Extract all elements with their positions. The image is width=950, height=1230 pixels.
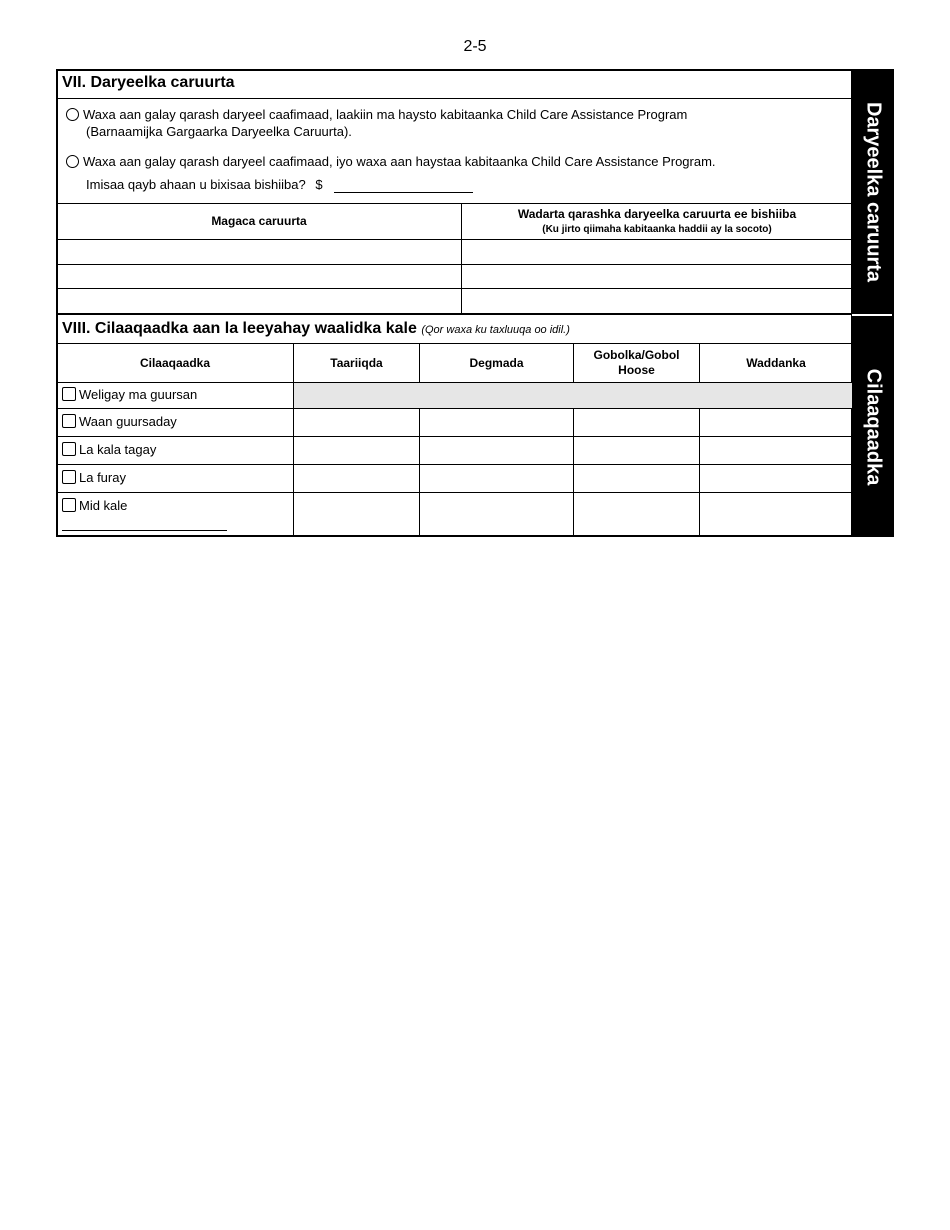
row-separated[interactable] xyxy=(62,442,156,457)
currency-sign: $ xyxy=(315,177,323,192)
child-name-cell[interactable] xyxy=(57,240,461,264)
column-monthly-cost-label: Wadarta qarashka daryeelka caruurta ee bishiiba xyxy=(517,206,797,221)
option-with-subsidy[interactable] xyxy=(66,154,716,169)
section8-subtitle: (Qor waxa ku taxluuqa oo idil.) xyxy=(421,324,570,336)
divider xyxy=(57,492,852,493)
column-child-name xyxy=(57,204,461,239)
column-city-label: Degmada xyxy=(469,355,524,370)
page-number: 2-5 xyxy=(463,38,487,55)
option-with-subsidy-text: Waxa aan galay qarash daryeel caafimaad, iyo waxa aan haystaa kabitaanka Child Care Assistance Program. xyxy=(83,154,716,169)
column-monthly-cost xyxy=(462,204,852,239)
column-child-name-label: Magaca caruurta xyxy=(211,214,307,228)
column-country-label: Waddanka xyxy=(746,355,806,370)
option-no-subsidy-text-2: (Barnaamijka Gargaarka Daryeelka Caruurta). xyxy=(86,124,352,139)
radio-no-subsidy[interactable] xyxy=(66,108,79,121)
section8-title xyxy=(62,320,570,338)
monthly-amount-question xyxy=(86,177,323,192)
column-divider xyxy=(573,408,574,536)
side-tab-child-care xyxy=(852,69,894,314)
row-never-married-label: Weligay ma guursan xyxy=(79,387,198,402)
column-divider xyxy=(419,408,420,536)
column-date xyxy=(294,344,419,382)
row-never-married[interactable] xyxy=(62,387,197,402)
section7-title: VII. Daryeelka caruurta xyxy=(62,74,235,91)
monthly-cost-cell[interactable] xyxy=(462,289,852,313)
row-married-label: Waan guursaday xyxy=(79,414,177,429)
disabled-cells xyxy=(294,383,852,408)
row-divorced[interactable] xyxy=(62,470,126,485)
column-state xyxy=(574,344,699,382)
row-other[interactable] xyxy=(62,498,127,513)
side-tab-relationship xyxy=(852,316,894,537)
row-other-label: Mid kale xyxy=(79,498,128,513)
side-tab-child-care-label: Daryeelka caruurta xyxy=(862,101,885,282)
column-state-label: Gobolka/Gobol Hoose xyxy=(593,348,680,377)
monthly-amount-field[interactable] xyxy=(334,192,473,193)
column-city xyxy=(420,344,573,382)
divider xyxy=(57,98,852,99)
monthly-cost-cell[interactable] xyxy=(462,240,852,264)
row-separated-label: La kala tagay xyxy=(79,442,157,457)
checkbox-other[interactable] xyxy=(62,498,76,512)
option-no-subsidy-text: Waxa aan galay qarash daryeel caafimaad, laakiin ma haysto kabitaanka Child Care Assistance Program xyxy=(83,107,688,122)
monthly-cost-cell[interactable] xyxy=(462,265,852,288)
column-monthly-cost-note: (Ku jirto qiimaha kabitaanka haddii ay la socoto) xyxy=(542,223,772,235)
row-married[interactable] xyxy=(62,414,177,429)
divider xyxy=(57,436,852,437)
divider xyxy=(57,408,852,409)
column-date-label: Taariiqda xyxy=(330,355,383,370)
child-name-cell[interactable] xyxy=(57,289,461,313)
column-relationship-label: Cilaaqaadka xyxy=(139,355,211,370)
checkbox-married[interactable] xyxy=(62,414,76,428)
other-specify-field[interactable] xyxy=(62,530,227,531)
row-divorced-label: La furay xyxy=(79,470,126,485)
divider xyxy=(57,464,852,465)
radio-with-subsidy[interactable] xyxy=(66,155,79,168)
column-relationship xyxy=(57,344,293,382)
checkbox-divorced[interactable] xyxy=(62,470,76,484)
column-country xyxy=(700,344,852,382)
monthly-amount-label: Imisaa qayb ahaan u bixisaa bishiiba? xyxy=(86,177,306,192)
child-name-cell[interactable] xyxy=(57,265,461,288)
checkbox-separated[interactable] xyxy=(62,442,76,456)
option-no-subsidy[interactable] xyxy=(66,107,687,122)
section-divider xyxy=(57,313,852,315)
section8-title-text: VIII. Cilaaqaadka aan la leeyahay waalidka kale xyxy=(62,320,417,337)
side-tab-relationship-label: Cilaaqaadka xyxy=(862,368,885,485)
column-divider xyxy=(699,408,700,536)
checkbox-never-married[interactable] xyxy=(62,387,76,401)
